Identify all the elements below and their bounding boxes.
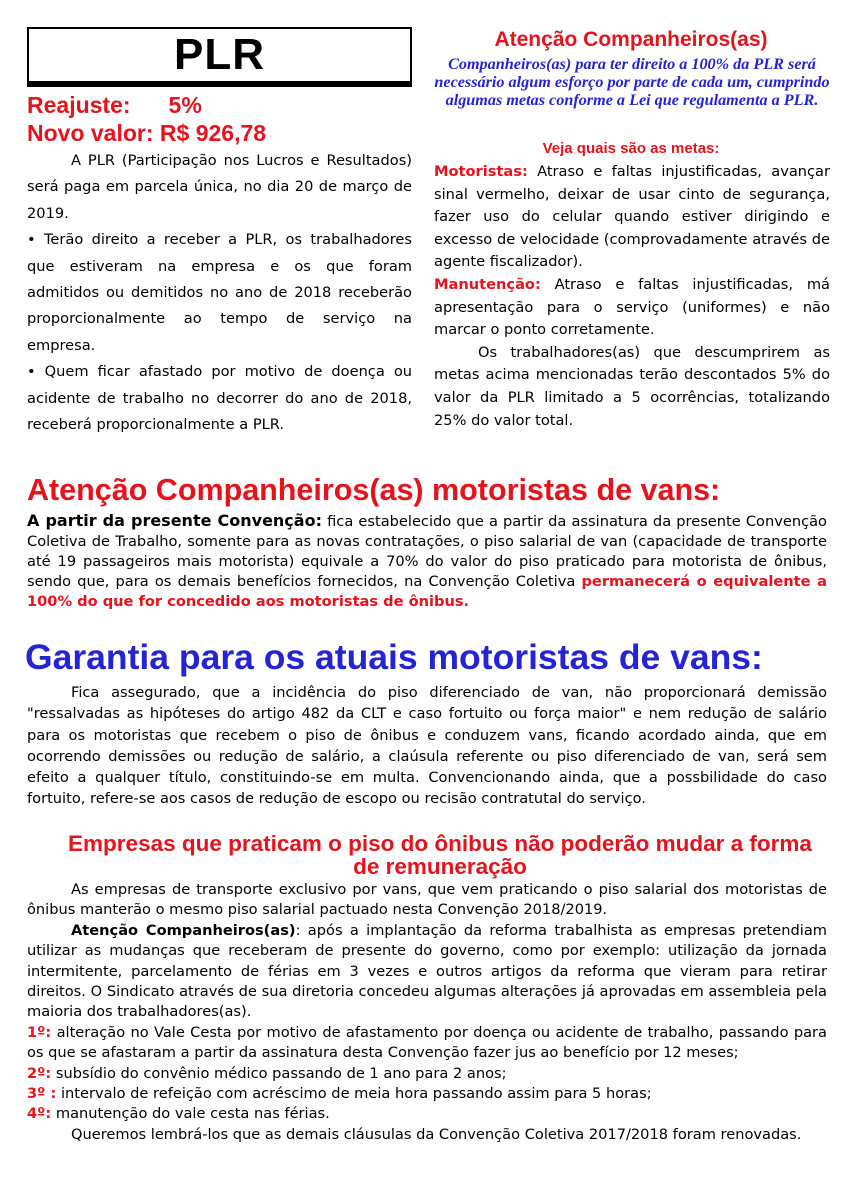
item-text: alteração no Vale Cesta por motivo de afastamento por doença ou acidente de trabalho, passando para os que se afastaram a partir da assinatura desta Convenção fazer jus ao benefício por 12 meses; bbox=[27, 1023, 827, 1062]
item-number: 3º : bbox=[27, 1085, 57, 1103]
item-text: subsídio do convênio médico passando de 1 ano para 2 anos; bbox=[51, 1064, 507, 1082]
plr-body bbox=[27, 148, 412, 438]
empresas-body bbox=[27, 880, 827, 1145]
plr-paragraph-3: • Quem ficar afastado por motivo de doença ou acidente de trabalho no decorrer do ano de 2018, receberá proporcionalmente a PLR. bbox=[27, 363, 412, 434]
empresas-atencao-label: Atenção Companheiros(as) bbox=[71, 921, 296, 939]
closing-paragraph: Queremos lembrá-los que as demais cláusulas da Convenção Coletiva 2017/2018 foram renovadas. bbox=[71, 1125, 802, 1143]
plr-title-box bbox=[27, 27, 412, 83]
plr-paragraph-1: A PLR (Participação nos Lucros e Resultados) será paga em parcela única, no dia 20 de março de 2019. bbox=[27, 152, 412, 222]
manutencao-text: Atraso e faltas injustificadas, má apresentação para o serviço (uniformes) e não marcar o ponto corretamente. bbox=[434, 275, 830, 339]
list-item bbox=[27, 1084, 827, 1104]
vans-paragraph bbox=[27, 511, 827, 612]
reajuste-value: 5% bbox=[168, 92, 202, 118]
motoristas-label: Motoristas: bbox=[434, 163, 528, 180]
list-item bbox=[27, 1104, 827, 1124]
atencao-heading: Atenção Companheiros(as) bbox=[494, 28, 768, 51]
vans-text: fica estabelecido que a partir da assinatura da presente Convenção Coletiva de Trabalho, somente para as novas contratações, o piso salarial de van (capacidade de transporte até 19 passageiros mais motorista) equivale a 70% do valor do piso praticado para motorista de ônibus, sendo que, para os demais benefícios fornecidos, na Convenção Coletiva bbox=[27, 513, 827, 590]
empresas-atencao-paragraph bbox=[27, 921, 827, 1023]
empresas-atencao-text: : após a implantação da reforma trabalhista as empresas pretendiam utilizar as mudanças que receberam de presente do governo, como por exemplo: utilização da jornada intermitente, parcelamento de férias em 3 vezes e outros artigos da reforma que vieram para retirar direitos. O Sindicato através de sua diretoria concedeu algumas alterações já aprovadas em assembleia pela maioria dos trabalhadores(as). bbox=[27, 921, 827, 1021]
list-item bbox=[27, 1064, 827, 1084]
item-text: manutenção do vale cesta nas férias. bbox=[51, 1105, 330, 1123]
metas-body bbox=[434, 161, 830, 432]
manutencao-label: Manutenção: bbox=[434, 275, 541, 293]
empresas-heading: Empresas que praticam o piso do ônibus não poderão mudar a forma de remuneração bbox=[68, 831, 812, 879]
metas-motoristas bbox=[434, 161, 830, 274]
novo-valor: Novo valor: R$ 926,78 bbox=[27, 120, 267, 146]
reajuste-label: Reajuste: bbox=[27, 92, 131, 118]
garantia-paragraph: Fica assegurado, que a incidência do piso diferenciado de van, não proporcionará demissão "ressalvadas as hipóteses do artigo 482 da CLT e caso fortuito ou força maior" e nem redução de salário para os motoristas que recebem o piso de ônibus e conduzem vans, ficando acordado ainda, que em ocorrendo demissões ou redução de salário, a claúsula referente ou piso diferenciado de van, será sem efeito a qualquer título, constituindo-se em multa. Convencionando ainda, que a possbilidade do caso fortuito, refere-se aos casos de redução de escopo ou recisão contratutal do serviço. bbox=[27, 684, 827, 808]
garantia-heading: Garantia para os atuais motoristas de vans: bbox=[25, 637, 763, 677]
vans-heading: Atenção Companheiros(as) motoristas de vans: bbox=[27, 473, 721, 507]
plr-paragraph-2: • Terão direito a receber a PLR, os trabalhadores que estiveram na empresa e os que foram admitidos ou demitidos no ano de 2018 receberão proporcionalmente ao tempo de serviço na empresa. bbox=[27, 231, 412, 354]
list-item bbox=[27, 1023, 827, 1064]
item-number: 2º: bbox=[27, 1064, 52, 1082]
descumprir-paragraph: Os trabalhadores(as) que descumprirem as metas acima mencionadas terão descontados 5% do valor da PLR limitado a 5 ocorrências, totalizando 25% do valor total. bbox=[434, 343, 830, 429]
item-number: 1º: bbox=[27, 1023, 52, 1041]
empresas-paragraph: As empresas de transporte exclusivo por vans, que vem praticando o piso salarial dos motoristas de ônibus manterão o mesmo piso salarial pactuado nesta Convenção 2018/2019. bbox=[27, 881, 827, 919]
item-number: 4º: bbox=[27, 1105, 52, 1123]
metas-heading: Veja quais são as metas: bbox=[542, 140, 720, 157]
vans-lead: A partir da presente Convenção: bbox=[27, 511, 322, 530]
plr-title: PLR bbox=[174, 30, 265, 79]
item-text: intervalo de refeição com acréscimo de meia hora passando assim para 5 horas; bbox=[56, 1085, 652, 1103]
motoristas-text: Atraso e faltas injustificadas, avançar sinal vermelho, deixar de usar cinto de segurança, fazer uso do celular quando estiver dirigindo e excesso de velocidade (comprovadamente através de agente fiscalizador). bbox=[434, 163, 830, 271]
metas-manutencao bbox=[434, 274, 830, 342]
vans-highlight: permanecerá o equivalente a 100% do que for concedido aos motoristas de ônibus. bbox=[27, 572, 828, 610]
atencao-intro: Companheiros(as) para ter direito a 100% da PLR será necessário algum esforço por parte de cada um, cumprindo algumas metas conforme a Lei que regulamenta a PLR. bbox=[434, 55, 830, 109]
plr-reajuste-block bbox=[27, 91, 266, 147]
